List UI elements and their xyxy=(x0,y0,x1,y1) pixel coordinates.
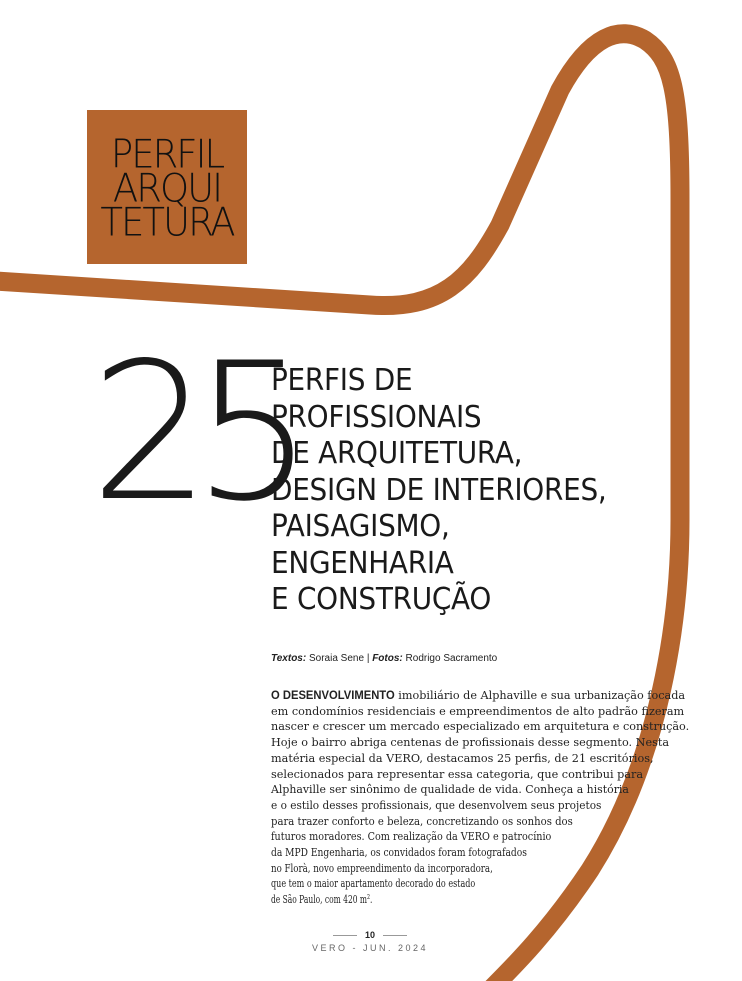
photos-author: Rodrigo Sacramento xyxy=(405,653,498,664)
logo-line-3: TETURA xyxy=(100,199,234,246)
body-line xyxy=(271,688,689,704)
footer-rule-right xyxy=(383,935,407,936)
section-logo xyxy=(87,110,247,264)
headline-line: ENGENHARIA xyxy=(271,545,454,581)
body-line: no Florà, novo empreendimento da incorporadora, xyxy=(271,860,493,875)
body-text xyxy=(271,688,703,908)
credits xyxy=(271,653,497,664)
body-line: Hoje o bairro abriga centenas de profissionais desse segmento. Nesta xyxy=(271,735,670,750)
body-line: para trazer conforto e beleza, concretizando os sonhos dos xyxy=(271,813,573,828)
issue-label: VERO - JUN. 2024 xyxy=(311,943,429,953)
body-first-line: imobiliário de Alphaville e sua urbanização focada xyxy=(394,688,686,702)
headline-line: PROFISSIONAIS xyxy=(271,399,482,435)
body-line: Alphaville ser sinônimo de qualidade de vida. Conheça a história xyxy=(271,782,629,797)
headline-line: PERFIS DE xyxy=(271,363,413,398)
body-line: selecionados para representar essa categoria, que contribui para xyxy=(271,766,644,781)
headline-line: DESIGN DE INTERIORES, xyxy=(271,472,607,508)
body-line: matéria especial da VERO, destacamos 25 perfis, de 21 escritórios, xyxy=(271,750,654,765)
texts-author: Soraia Sene xyxy=(308,653,365,664)
body-line: da MPD Engenharia, os convidados foram fotografados xyxy=(271,845,527,860)
page-footer xyxy=(300,930,440,953)
page-number: 10 xyxy=(364,930,375,940)
logo-line-1: PERFIL xyxy=(110,131,224,178)
headline-line: PAISAGISMO, xyxy=(271,509,450,544)
credits-separator: | xyxy=(366,653,370,664)
headline xyxy=(271,363,651,619)
headline-line: DE ARQUITETURA, xyxy=(271,436,523,471)
body-line: em condomínios residenciais e empreendimentos de alto padrão fizeram xyxy=(271,703,685,718)
big-number: 25 xyxy=(90,322,296,543)
headline-line: E CONSTRUÇÃO xyxy=(271,582,492,617)
photos-label: Fotos: xyxy=(372,653,403,664)
body-line: de São Paulo, com 420 m². xyxy=(271,892,373,907)
texts-label: Textos: xyxy=(271,653,307,664)
logo-line-2: ARQUI xyxy=(112,165,222,212)
body-line: nascer e crescer um mercado especializado em arquitetura e construção. xyxy=(271,719,690,734)
body-line: e o estilo desses profissionais, que desenvolvem seus projetos xyxy=(271,797,602,812)
footer-rule-left xyxy=(333,935,357,936)
body-line: futuros moradores. Com realização da VERO e patrocínio xyxy=(271,829,552,844)
lead-in: O DESENVOLVIMENTO xyxy=(271,689,395,702)
body-line: que tem o maior apartamento decorado do estado xyxy=(271,876,476,891)
